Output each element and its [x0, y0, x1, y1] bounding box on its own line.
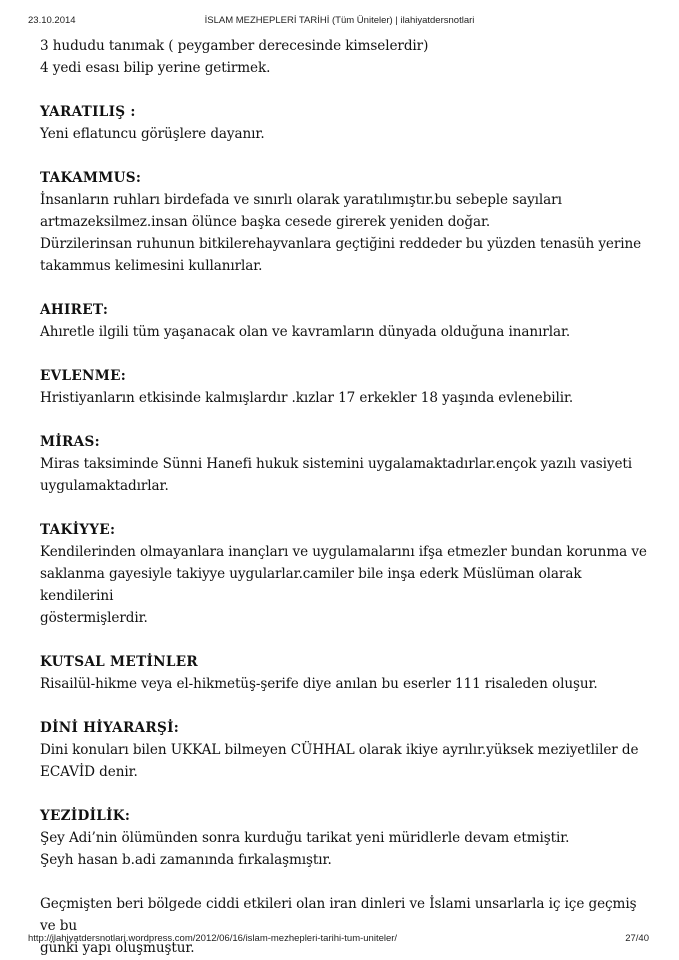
- paragraph-line: Ahıretle ilgili tüm yaşanacak olan ve kavramların dünyada olduğuna inanırlar.: [40, 324, 571, 340]
- section-heading: EVLENME:: [40, 368, 127, 384]
- paragraph-line: saklanma gayesiyle takiyye uygularlar.camiler bile inşa ederk Müslüman olarak kendilerini: [40, 566, 582, 604]
- paragraph-line: Kendilerinden olmayanlara inançları ve uygulamalarını ifşa etmezler bundan korunma ve: [40, 544, 647, 560]
- section-takammus: [40, 167, 655, 277]
- print-footer: [0, 933, 679, 947]
- paragraph-line: ECAVİD denir.: [40, 764, 138, 780]
- paragraph-line: artmazeksilmez.insan ölünce başka cesede girerek yeniden doğar.: [40, 214, 491, 230]
- paragraph-line: Risailül-hikme veya el-hikmetüş-şerife diye anılan bu eserler 111 risaleden oluşur.: [40, 676, 598, 692]
- section-yezidilik: [40, 805, 655, 871]
- paragraph-line: Hristiyanların etkisinde kalmışlardır .kızlar 17 erkekler 18 yaşında evlenebilir.: [40, 390, 574, 406]
- list-item: 4 yedi esası bilip yerine getirmek.: [40, 60, 271, 76]
- paragraph-line: uygulamaktadırlar.: [40, 478, 169, 494]
- paragraph-line: Dürzilerinsan ruhunun bitkilerehayvanlara geçtiğini reddeder bu yüzden tenasüh yerine: [40, 236, 642, 252]
- section-heading: MİRAS:: [40, 434, 100, 450]
- paragraph-line: göstermişlerdir.: [40, 610, 148, 626]
- paragraph-line: Dini konuları bilen UKKAL bilmeyen CÜHHAL olarak ikiye ayrılır.yüksek meziyetliler de: [40, 742, 639, 758]
- section-evlenme: [40, 365, 655, 409]
- section-heading: DİNİ HİYARARŞİ:: [40, 720, 180, 736]
- section-heading: TAKAMMUS:: [40, 170, 142, 186]
- paragraph-line: Geçmişten beri bölgede ciddi etkileri olan iran dinleri ve İslami unsarlarla iç içe geçmiş ve bu: [40, 896, 637, 934]
- document-body: [40, 35, 655, 959]
- section-heading: KUTSAL METİNLER: [40, 654, 198, 670]
- paragraph-line: Yeni eflatuncu görüşlere dayanır.: [40, 126, 265, 142]
- section-dini-hiyerarsi: [40, 717, 655, 783]
- paragraph-line: Şey Adi’nin ölümünden sonra kurduğu tarikat yeni müridlerle devam etmiştir.: [40, 830, 570, 846]
- paragraph-line: Şeyh hasan b.adi zamanında fırkalaşmıştır.: [40, 852, 332, 868]
- section-heading: AHIRET:: [40, 302, 109, 318]
- section-takiyye: [40, 519, 655, 629]
- print-title: İSLAM MEZHEPLERİ TARİHİ (Tüm Üniteler) | ilahiyatdersnotlari: [204, 15, 475, 26]
- source-url: http://ilahiyatdersnotlari.wordpress.com/2012/06/16/islam-mezhepleri-tarihi-tum-uniteler/: [28, 933, 398, 944]
- section-heading: YARATILIŞ :: [40, 104, 136, 120]
- paragraph-line: günki yapı oluşmuştur.: [40, 940, 195, 956]
- paragraph-line: İnsanların ruhları birdefada ve sınırlı olarak yaratılımıştır.bu sebeple sayıları: [40, 192, 562, 208]
- section-ahiret: [40, 299, 655, 343]
- paragraph-line: takammus kelimesini kullanırlar.: [40, 258, 263, 274]
- list-item: 3 hududu tanımak ( peygamber derecesinde kimselerdir): [40, 38, 429, 54]
- print-date: 23.10.2014: [28, 15, 76, 26]
- section-miras: [40, 431, 655, 497]
- section-kutsal-metinler: [40, 651, 655, 695]
- continued-list: [40, 35, 655, 79]
- print-header: [0, 15, 679, 29]
- paragraph-line: Miras taksiminde Sünni Hanefi hukuk sistemini uygalamaktadırlar.ençok yazılı vasiyeti: [40, 456, 633, 472]
- section-yaratilis: [40, 101, 655, 145]
- page-number: 27/40: [625, 933, 649, 944]
- section-closing-paragraph: [40, 893, 655, 959]
- section-heading: TAKİYYE:: [40, 522, 116, 538]
- section-heading: YEZİDİLİK:: [40, 808, 131, 824]
